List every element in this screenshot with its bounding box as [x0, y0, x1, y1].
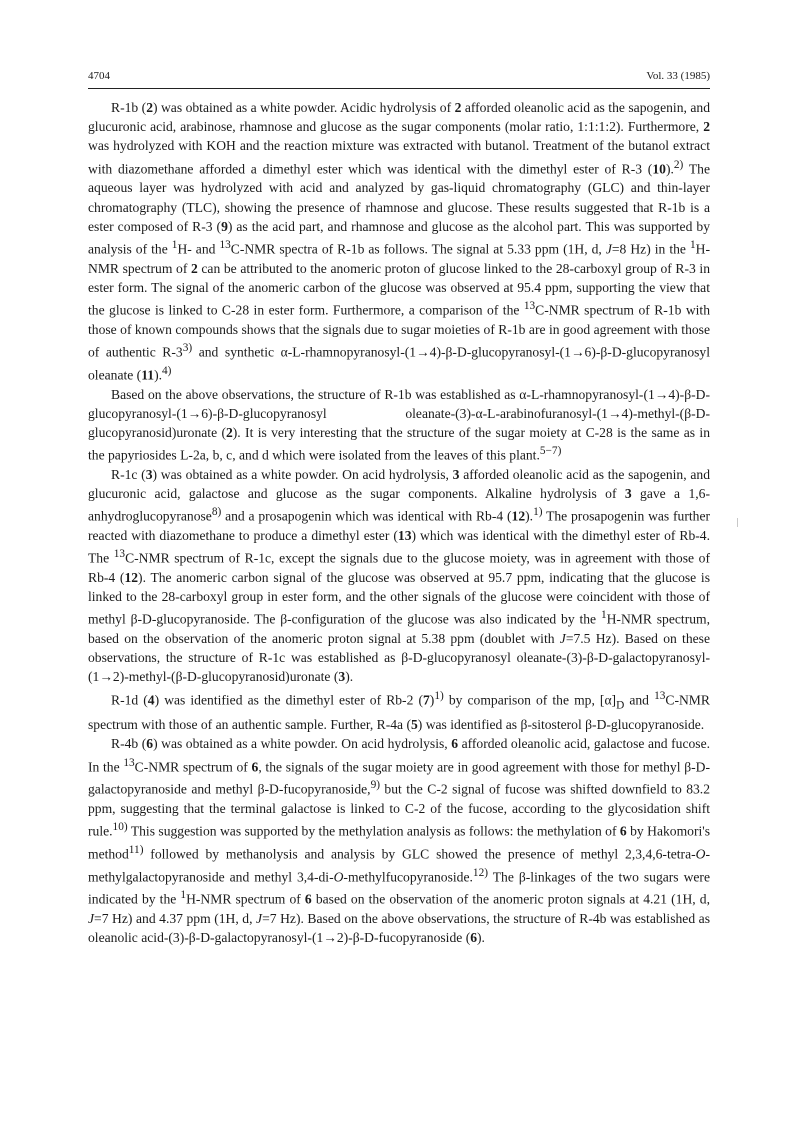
- running-header: [88, 70, 710, 84]
- paragraph-r1b-structure: Based on the above observations, the structure of R-1b was established as α-L-rhamnopyranosyl-(1→4)-β-D-glucopyranosyl-(1→6)-β-D-glucopyranosyl oleanate-(3)-α-L-arabinofuranosyl-(1→4)-methyl-(β-D-glucopyranosid)uronate (2). It is very interesting that the structure of the sugar moiety at C-28 is the same as in the papyriosides L-2a, b, c, and d which were isolated from the leaves of this plant.$^{5-7)}$: [88, 386, 711, 463]
- header-rule: [88, 88, 710, 89]
- page-number: 4704: [88, 70, 110, 82]
- paragraph-r1c: R-1c (3) was obtained as a white powder. On acid hydrolysis, 3 afforded oleanolic acid as the sapogenin, and glucuronic acid, galactose and glucose as the sugar components. Alkaline hydrolysis of 3 gave a 1,6-anhydroglucopyranose$^{8)}$ and a prosapogenin which was identical with Rb-4 (12).$^{1)}$ The prosapogenin was further reacted with diazomethane to produce a dimethyl ester (13) which was identical with the dimethyl ester of Rb-4. The $^{13}$C-NMR spectrum of R-1c, except the signals due to the glucose moiety, was in agreement with those of Rb-4 (12). The anomeric carbon signal of the glucose was observed at 95.7 ppm, indicating that the glucose is linked to the 28-carboxyl group in ester form, and the other signals of the glucose were coincident with those of methyl β-D-glucopyranoside. The β-configuration of the glucose was also indicated by the $^1$H-NMR spectrum, based on the observation of the anomeric proton signal at 5.38 ppm (doublet with J=7.5 Hz). Based on these observations, the structure of R-1c was established as β-D-glucopyranosyl oleanate-(3)-β-D-galactopyranosyl-(1→2)-methyl-(β-D-glucopyranosid)uronate (3).: [88, 466, 711, 685]
- article-body: [88, 98, 710, 948]
- paragraph-r1d: R-1d (4) was identified as the dimethyl ester of Rb-2 $(7)^{1)}$ by comparison of the mp, $[\alpha]_D$ and $^{13}$C-NMR spectrum with those of an authentic sample. Further, R-4a (5) was identified as β-sitosterol β-D-glucopyranoside.: [88, 689, 710, 733]
- paragraph-r4b: R-4b (6) was obtained as a white powder. On acid hydrolysis, 6 afforded oleanolic acid, galactose and fucose. In the $^{13}$C-NMR spectrum of 6, the signals of the sugar moiety are in good agreement with those for methyl β-D-galactopyranoside and methyl β-D-fucopyranoside,$^{9)}$ but the C-2 signal of fucose was shifted downfield to 83.2 ppm, suggesting that the terminal galactose is linked to C-2 of the fucose, according to the glycosidation shift rule.$^{10)}$ This suggestion was supported by the methylation analysis as follows: the methylation of 6 by Hakomori's method$^{11)}$ followed by methanolysis and analysis by GLC showed the presence of methyl 2,3,4,6-tetra-O-methylgalactopyranoside and methyl 3,4-di-O-methylfucopyranoside.$^{12)}$ The β-linkages of the two sugars were indicated by the $^1$H-NMR spectrum of 6 based on the observation of the anomeric proton signals at 4.21 (1H, d, J=7 Hz) and 4.37 ppm (1H, d, J=7 Hz). Based on the above observations, the structure of R-4b was established as oleanolic acid-(3)-β-D-galactopyranosyl-(1→2)-β-D-fucopyranoside (6).: [88, 736, 711, 946]
- margin-mark: [737, 518, 738, 527]
- volume-label: Vol. 33 (1985): [646, 70, 710, 82]
- paragraph-r1b: R-1b (2) was obtained as a white powder. Acidic hydrolysis of 2 afforded oleanolic acid as the sapogenin, and glucuronic acid, arabinose, rhamnose and glucose as the sugar components (molar ratio, 1:1:1:2). Furthermore, 2 was hydrolyzed with KOH and the reaction mixture was extracted with butanol. Treatment of the butanol extract with diazomethane afforded a dimethyl ester which was identical with the dimethyl ester of R-3 (10).$^{2)}$ The aqueous layer was hydrolyzed with acid and analyzed by gas-liquid chromatography (GLC) and thin-layer chromatography (TLC), showing the presence of rhamnose and glucose. These results suggested that R-1b is a ester composed of R-3 (9) as the acid part, and rhamnose and glucose as the alcohol part. This was supported by analysis of the $^1$H- and $^{13}$C-NMR spectra of R-1b as follows. The signal at 5.33 ppm (1H, d, J=8 Hz) in the $^1$H-NMR spectrum of 2 can be attributed to the anomeric proton of glucose linked to the 28-carboxyl group of R-3 in ester form. The signal of the anomeric carbon of the glucose was observed at 95.4 ppm, supporting the view that the glucose is linked to C-28 in ester form. Furthermore, a comparison of the $^{13}$C-NMR spectrum of R-1b with those of known compounds shows that the signals due to sugar moieties of R-1b are in good agreement with those of authentic R-3$^{3)}$ and synthetic α-L-rhamnopyranosyl-(1→4)-β-D-glucopyranosyl-(1→6)-β-D-glucopyranosyl oleanate (11).$^{4)}$: [88, 100, 710, 383]
